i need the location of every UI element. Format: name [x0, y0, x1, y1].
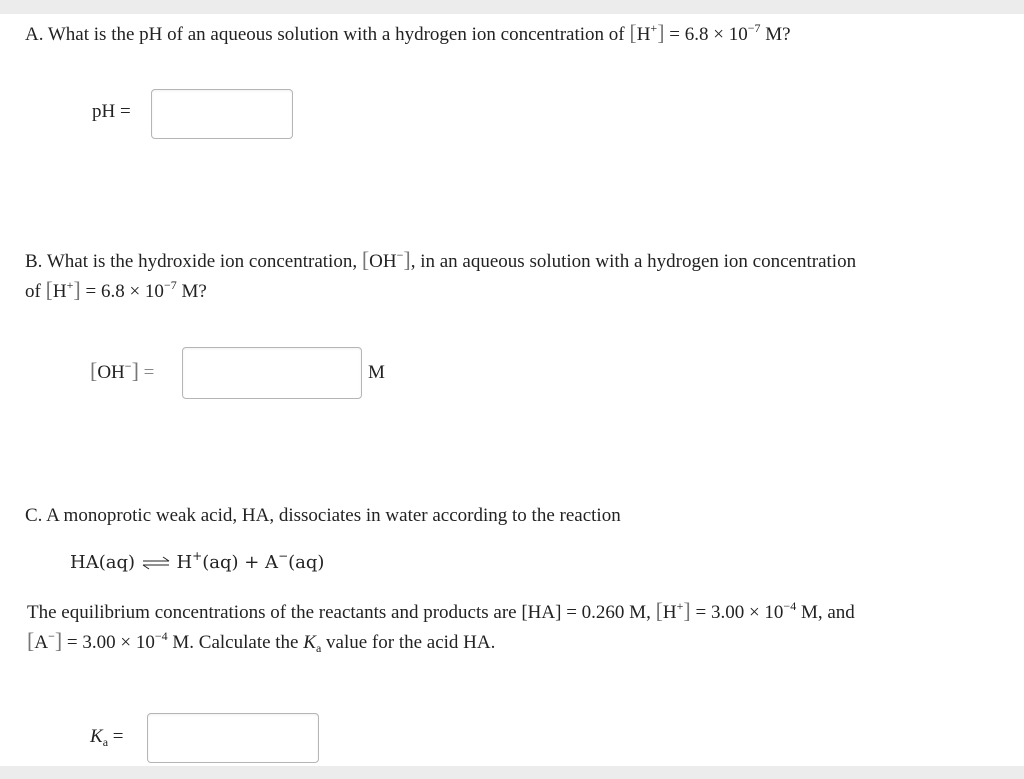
ka-answer-input[interactable] — [147, 713, 319, 763]
oh-label: [OH−] = — [90, 358, 155, 383]
oh-answer-input[interactable] — [182, 347, 362, 399]
part-b-question-line2: of $[H^+] = 6.8 \times 10^{-7}$ M? — [25, 277, 207, 302]
part-a-question: A. What is the pH of an aqueous solution with a hydrogen ion concentration of $[H^+] = 6.8 \times 10^{-7}$ M? — [25, 20, 791, 45]
ka-label: $K_a$ = — [90, 726, 124, 749]
ph-answer-input[interactable] — [151, 89, 293, 139]
part-c-intro: C. A monoprotic weak acid, HA, dissociates in water according to the reaction — [25, 505, 621, 526]
question-page — [0, 14, 1024, 766]
part-c-line2: $[A^-] = 3.00 \times 10^{-4}$ M. Calculate the $K_a$ value for the acid HA. — [27, 628, 496, 655]
equilibrium-arrow-icon — [141, 556, 171, 570]
reaction-equation: HA(aq) H+(aq) + A−(aq) — [70, 549, 325, 573]
part-b-question-line1: B. What is the hydroxide ion concentration, [OH−], in an aqueous solution with a hydrogen ion concentration — [25, 247, 857, 272]
part-c-line1: The equilibrium concentrations of the reactants and products are [HA] = 0.260 M, $[H^+] = 3.00 \times 10^{-4}$ M, and — [27, 598, 855, 623]
ph-label: pH = — [92, 101, 131, 122]
oh-unit: M — [368, 362, 385, 383]
